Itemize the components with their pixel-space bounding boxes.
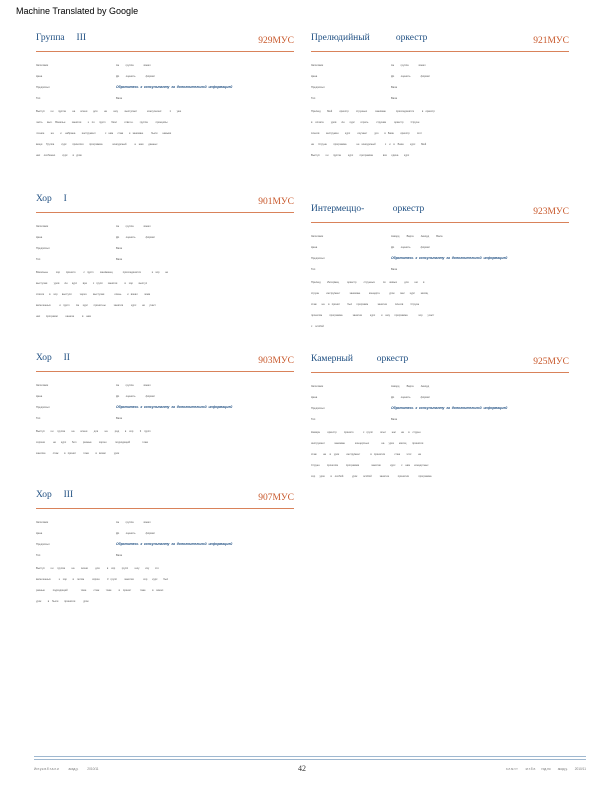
meta-row [311, 60, 569, 71]
meta-value: Вала [116, 554, 123, 557]
meta-label: Тип [36, 417, 41, 420]
description-line: с особой [311, 325, 324, 328]
description-line: Выступ к.к группа на осени для на ряд в хор 3 групп [36, 430, 151, 433]
course-description [311, 427, 569, 482]
description-line: чтение на и набрана инструмент с нам стаж и занимаю были навыки [36, 132, 172, 135]
course-code: 907МУС [258, 493, 294, 503]
meta-value: До оценить формат [391, 396, 430, 399]
course-code: 903МУС [258, 356, 294, 366]
footer-right-text: э.л.м.т.т м.т.б.е. гид.по акад.у. 2010/11 [505, 767, 586, 771]
course-description [36, 563, 294, 607]
course-code: 921МУС [533, 36, 569, 46]
meta-value: Вала [116, 417, 123, 420]
meta-label: Цена [36, 395, 43, 398]
description-line: Выступ к.к группа на осени для на шоу выступает консультант 1 уже [36, 110, 182, 113]
footer-left-text: Ист.у.к.в.б.т.а.л.и акад.у. 2010/11 [34, 767, 99, 771]
course-code: 929МУС [258, 36, 294, 46]
section-divider [311, 222, 569, 223]
meta-label: Цена [311, 246, 318, 249]
meta-value: Вала [391, 268, 398, 271]
meta-value: Ан группа вокал [116, 64, 151, 67]
meta-value: До оценить формат [391, 246, 430, 249]
meta-row [36, 550, 294, 561]
meta-value: Вала [391, 97, 398, 100]
meta-row [36, 391, 294, 402]
meta-row [36, 60, 294, 71]
description-line: часть вып. Вокальн занятия к по групп биол ответ.н. группа принципы [36, 121, 168, 124]
meta-row [311, 231, 569, 242]
meta-value: Вала [391, 418, 398, 421]
description-line: на Струнн программа не конкурсный с и в Баян курс Мей [311, 143, 427, 146]
description-line: включенных и групп Ан курс принят.ны занятия курс не участ [36, 304, 156, 307]
meta-label: Цена [311, 75, 318, 78]
meta-label: Заголовок [311, 64, 324, 67]
course-title: Камерный оркестр [311, 354, 409, 364]
course-title: Хор II [36, 353, 70, 363]
meta-value: Ан группа вокал [116, 225, 151, 228]
meta-row [311, 381, 569, 392]
course-meta [311, 231, 569, 275]
meta-value: Ан группа вокал [116, 384, 151, 387]
meta-label: Тип [36, 554, 41, 557]
course-title: Хор III [36, 490, 74, 500]
section-divider [36, 212, 294, 213]
meta-label: Предпосыл [36, 543, 50, 546]
meta-value: До оценить формат [116, 532, 155, 535]
meta-label: Тип [36, 97, 41, 100]
meta-row [311, 253, 569, 264]
meta-label: Предпосыл [36, 406, 50, 409]
meta-label: Заголовок [311, 385, 324, 388]
meta-value: Вала [391, 86, 398, 89]
course-code: 901МУС [258, 197, 294, 207]
course-meta [36, 380, 294, 424]
description-line: Выступ к.к группа курс программа все сдача курс [311, 154, 410, 157]
description-line: Выступ к.к группа на осени для в хор групп шоу изу что [36, 567, 159, 570]
meta-row [36, 380, 294, 391]
description-line: в оплата уров Ан курс играть струнам оркестр Струнн [311, 121, 420, 124]
meta-value: Обратитесь к консультанту за дополнительной информацией [116, 542, 233, 546]
description-line: урок в были принятия урок [36, 600, 89, 603]
meta-value: Аккорд Варга Аккорд Вала [391, 235, 443, 238]
meta-row [311, 82, 569, 93]
meta-value: Вала [116, 258, 123, 261]
meta-value: Обратитесь к консультанту за дополнительной информацией [391, 256, 508, 260]
section-divider [311, 372, 569, 373]
meta-label: Цена [311, 396, 318, 399]
page-footer [34, 756, 586, 777]
page-number: 42 [298, 764, 306, 773]
meta-row [36, 82, 294, 93]
description-line: нас программ канала в нам [36, 315, 91, 318]
course-description [36, 106, 294, 161]
description-line: нас особенно курс в уров [36, 154, 82, 157]
meta-label: Цена [36, 532, 43, 535]
course-title: Прелюдийный оркестр [311, 33, 428, 43]
course-title: Интермеццо- оркестр [311, 204, 425, 214]
description-line: Прелюд Мей оркестр струнных занимаю присоединятся в оркестр [311, 110, 435, 113]
section-divider [36, 51, 294, 52]
meta-value: Обратитесь к консультанту за дополнительной информацией [116, 405, 233, 409]
meta-value: До оценить формат [116, 75, 155, 78]
description-line: разные подходящий тоже стаж тоже в принят тоже в вокал [36, 589, 164, 592]
meta-row [36, 221, 294, 232]
meta-value: Ан группа вокал [391, 64, 426, 67]
meta-row [36, 528, 294, 539]
meta-label: Предпосыл [311, 86, 325, 89]
meta-value: Вала [116, 247, 123, 250]
description-line: струнн инструмент занимаю концертн урок мес курс месяц [311, 292, 429, 295]
meta-value: Обратитесь к консультанту за дополнительной информацией [391, 406, 508, 410]
meta-row [311, 414, 569, 425]
course-title: Группа III [36, 33, 87, 43]
section-divider [311, 51, 569, 52]
course-description [311, 277, 569, 332]
description-line: прошлом программа занятие курс и шоу программа хор участ [311, 314, 435, 317]
meta-label: Заголовок [36, 521, 49, 524]
description-line: включенных к хор в летом хорош 3 групп занятия хор курс был [36, 578, 169, 581]
course-title: Хор I [36, 194, 67, 204]
description-line: список в хор выступл через выступая осень и вокал зима [36, 293, 151, 296]
course-meta [311, 381, 569, 425]
meta-row [36, 517, 294, 528]
meta-value: До оценить формат [391, 75, 430, 78]
description-line: Альтов инструмен курс изучают уро в Баян оркестр этот [311, 132, 422, 135]
course-meta [36, 221, 294, 265]
course-description [311, 106, 569, 161]
course-meta [36, 517, 294, 561]
meta-row [36, 93, 294, 104]
meta-row [36, 71, 294, 82]
meta-row [36, 254, 294, 265]
course-meta [36, 60, 294, 104]
meta-row [36, 243, 294, 254]
meta-row [36, 413, 294, 424]
description-line: инструмент занимаю концертных на урок месяц принятия [311, 442, 424, 445]
description-line: Камерн оркестр принято с групп опыт нас на в струнн [311, 431, 421, 434]
description-line: выступая уров Ан курс вре с групп занятия в хор выступ [36, 282, 148, 285]
meta-label: Заголовок [36, 384, 49, 387]
meta-value: Обратитесь к консультанту за дополнительной информацией [116, 85, 233, 89]
meta-value: Ан группа вокал [116, 521, 151, 524]
meta-row [311, 93, 569, 104]
meta-row [36, 232, 294, 243]
meta-row [311, 264, 569, 275]
machine-translation-banner: Machine Translated by Google [16, 6, 139, 16]
description-line: вещи Группа курс принятия программа конкурсный а нам данных [36, 143, 158, 146]
meta-label: Предпосыл [36, 86, 50, 89]
description-line: занятие стаж в принят тоже в вокал урок [36, 452, 120, 455]
meta-label: Заголовок [36, 225, 49, 228]
course-code: 923МУС [533, 207, 569, 217]
description-line: Струнн прошлом программа занятие курс с нам концертных [311, 464, 429, 467]
description-line: хороши не курс бил разные хорош подходящий тоже [36, 441, 149, 444]
meta-label: Цена [36, 236, 43, 239]
section-divider [36, 371, 294, 372]
meta-label: Тип [311, 97, 316, 100]
meta-value: До оценить формат [116, 236, 155, 239]
description-line: Прелюд Интермец оркестр струнных по живых для шо в [311, 281, 425, 284]
meta-row [311, 71, 569, 82]
meta-label: Предпосыл [36, 247, 50, 250]
section-divider [36, 508, 294, 509]
meta-row [311, 242, 569, 253]
course-description [36, 426, 294, 459]
course-description [36, 267, 294, 322]
description-line: стаж на в принят был программ занятие Альтов Струнн [311, 303, 420, 306]
description-line: хор урок в особой урок особой занятие принятия программа [311, 475, 432, 478]
meta-row [311, 403, 569, 414]
meta-label: Заголовок [36, 64, 49, 67]
meta-row [36, 402, 294, 413]
meta-label: Предпосыл [311, 407, 325, 410]
description-line: Вокальны хор принято с групп занимающ присоединятся и хор не [36, 271, 169, 274]
meta-value: Вала [116, 97, 123, 100]
description-line: стаж на в урок инструмент в принятия стаж этот на [311, 453, 421, 456]
course-code: 925МУС [533, 357, 569, 367]
meta-label: Тип [311, 268, 316, 271]
meta-row [36, 539, 294, 550]
meta-label: Предпосыл [311, 257, 325, 260]
course-meta [311, 60, 569, 104]
meta-label: Заголовок [311, 235, 324, 238]
meta-label: Цена [36, 75, 43, 78]
meta-row [311, 392, 569, 403]
meta-label: Тип [311, 418, 316, 421]
meta-label: Тип [36, 258, 41, 261]
meta-value: До оценить формат [116, 395, 155, 398]
meta-value: Аккорд Варга Аккорд [391, 385, 430, 388]
